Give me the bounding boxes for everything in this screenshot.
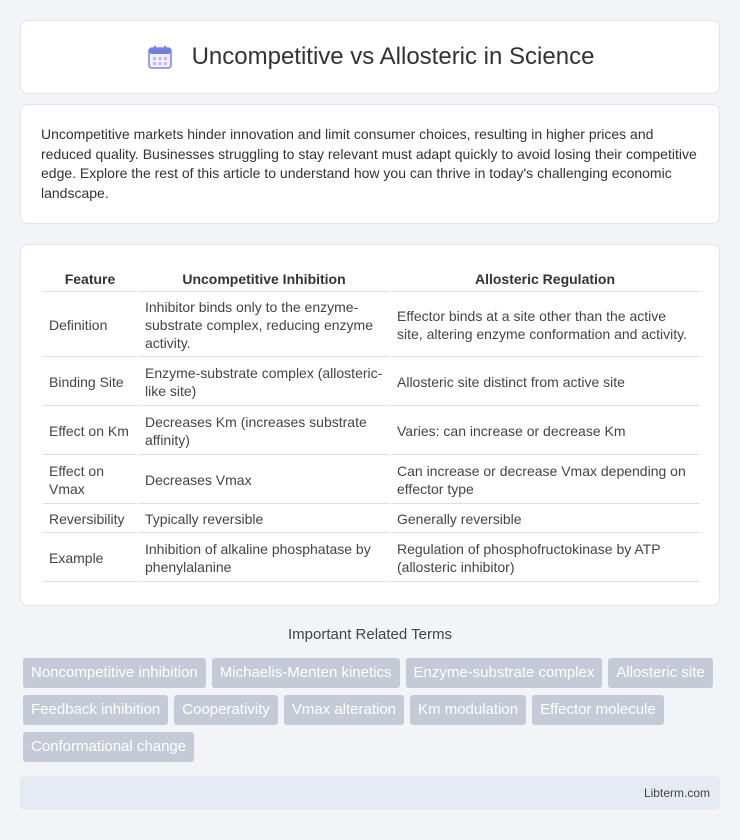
- table-cell: Decreases Vmax: [139, 457, 389, 504]
- column-header: Allosteric Regulation: [391, 267, 699, 292]
- term-tag[interactable]: Conformational change: [23, 732, 194, 762]
- term-tag[interactable]: Michaelis-Menten kinetics: [212, 658, 400, 688]
- table-cell: Enzyme-substrate complex (allosteric-like site): [139, 359, 389, 406]
- related-terms-title: Important Related Terms: [288, 626, 452, 643]
- table-cell: Effector binds at a site other than the active site, altering enzyme conformation and activity.: [391, 294, 699, 357]
- table-cell: Can increase or decrease Vmax depending on effector type: [391, 457, 699, 504]
- table-cell: Example: [43, 535, 137, 582]
- table-row: [43, 535, 699, 582]
- table-row: [43, 359, 699, 406]
- term-tag[interactable]: Feedback inhibition: [23, 695, 168, 725]
- term-tag[interactable]: Cooperativity: [174, 695, 278, 725]
- table-header-row: [43, 267, 699, 292]
- related-terms-list: [23, 658, 723, 762]
- table-cell: Varies: can increase or decrease Km: [391, 408, 699, 455]
- intro-text: Uncompetitive markets hinder innovation and limit consumer choices, resulting in higher prices and reduced quality. Businesses struggling to stay relevant must adapt quickly to avoid losing their competitive edge. Explore the rest of this article to understand how you can thrive in today's challenging economic landscape.: [41, 126, 697, 201]
- table-row: [43, 294, 699, 357]
- table-cell: Regulation of phosphofructokinase by ATP (allosteric inhibitor): [391, 535, 699, 582]
- table-cell: Definition: [43, 294, 137, 357]
- calendar-icon: [146, 43, 174, 71]
- term-tag[interactable]: Allosteric site: [608, 658, 712, 688]
- table-cell: Allosteric site distinct from active site: [391, 359, 699, 406]
- footer-link[interactable]: Libterm.com: [643, 786, 710, 800]
- table-cell: Inhibition of alkaline phosphatase by phenylalanine: [139, 535, 389, 582]
- table-row: [43, 408, 699, 455]
- table-cell: Effect on Km: [43, 408, 137, 455]
- term-tag[interactable]: Vmax alteration: [284, 695, 404, 725]
- table-cell: Inhibitor binds only to the enzyme-substrate complex, reducing enzyme activity.: [139, 294, 389, 357]
- table-row: [43, 457, 699, 504]
- table-cell: Decreases Km (increases substrate affinity): [139, 408, 389, 455]
- comparison-table: [41, 265, 701, 584]
- table-cell: Typically reversible: [139, 506, 389, 533]
- table-cell: Generally reversible: [391, 506, 699, 533]
- header-card: [20, 20, 720, 94]
- comparison-card: [20, 244, 720, 606]
- column-header: Feature: [43, 267, 137, 292]
- table-cell: Binding Site: [43, 359, 137, 406]
- footer: [20, 776, 720, 810]
- term-tag[interactable]: Enzyme-substrate complex: [406, 658, 603, 688]
- term-tag[interactable]: Km modulation: [410, 695, 526, 725]
- intro-card: [20, 104, 720, 224]
- page-title: Uncompetitive vs Allosteric in Science: [191, 43, 595, 70]
- table-row: [43, 506, 699, 533]
- table-cell: Effect on Vmax: [43, 457, 137, 504]
- table-cell: Reversibility: [43, 506, 137, 533]
- term-tag[interactable]: Noncompetitive inhibition: [23, 658, 206, 688]
- column-header: Uncompetitive Inhibition: [139, 267, 389, 292]
- term-tag[interactable]: Effector molecule: [532, 695, 664, 725]
